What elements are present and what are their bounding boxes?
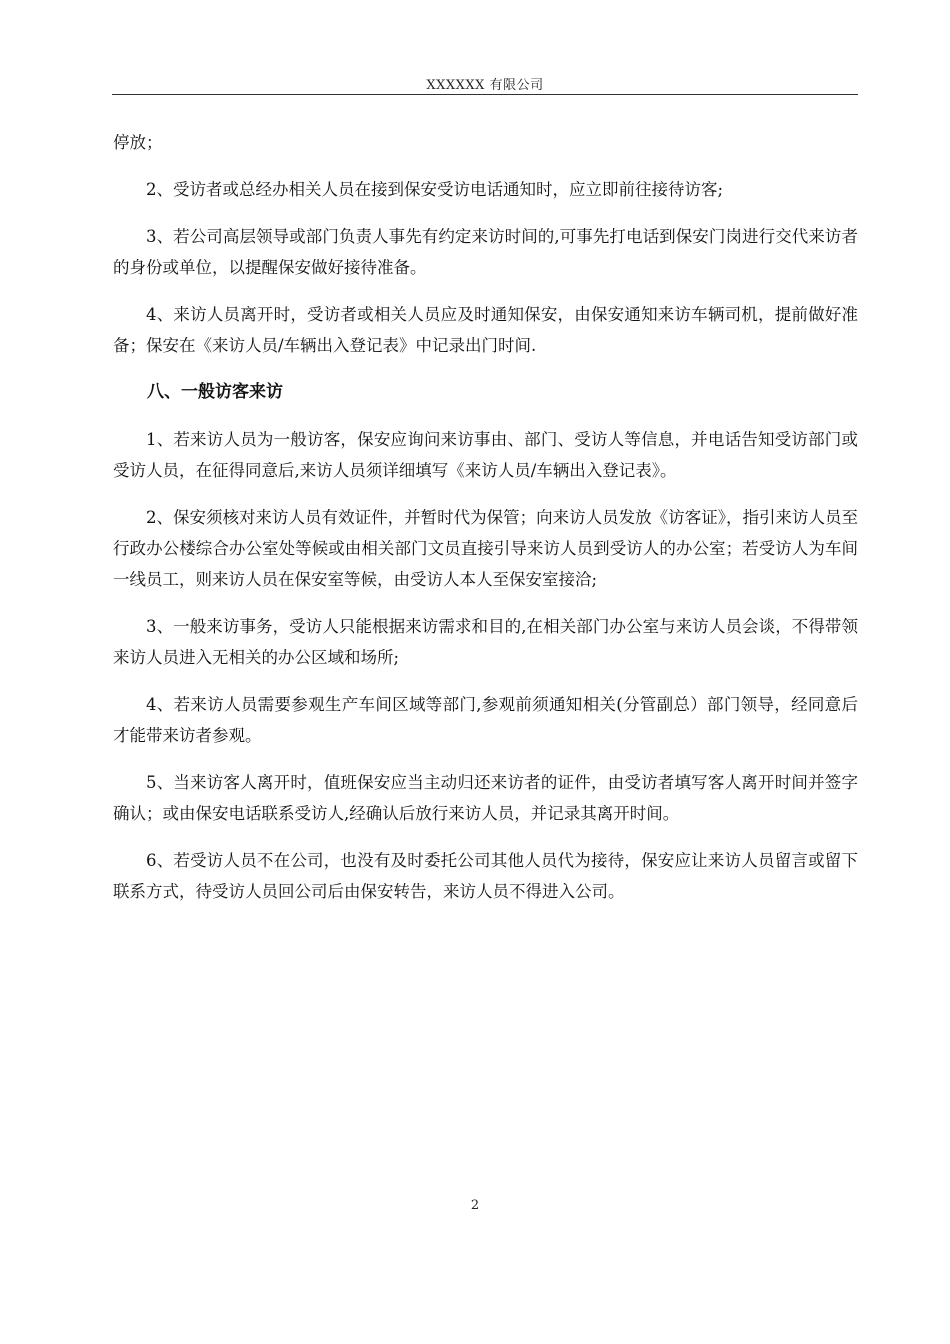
- section-item-1: 1、若来访人员为一般访客，保安应询问来访事由、部门、受访人等信息，并电话告知受访部门或受访人员，在征得同意后,来访人员须详细填写《来访人员/车辆出入登记表》。: [113, 430, 858, 480]
- section-item-4: 4、若来访人员需要参观生产车间区域等部门,参观前须通知相关(分管副总）部门领导，经同意后才能带来访者参观。: [113, 695, 858, 745]
- document-body: [113, 127, 858, 923]
- paragraph-item-4: 4、来访人员离开时，受访者或相关人员应及时通知保安，由保安通知来访车辆司机，提前做好准备；保安在《来访人员/车辆出入登记表》中记录出门时间.: [113, 305, 858, 355]
- section-item-3: 3、一般来访事务，受访人只能根据来访需求和目的,在相关部门办公室与来访人员会谈，不得带领来访人员进入无相关的办公区域和场所;: [113, 617, 858, 667]
- page-number: 2: [470, 1198, 480, 1213]
- paragraph-continuation: 停放；: [113, 133, 163, 152]
- page-header: XXXXXX 有限公司: [426, 78, 544, 93]
- section-heading: 八、一般访客来访: [147, 382, 283, 402]
- section-item-6: 6、若受访人员不在公司，也没有及时委托公司其他人员代为接待，保安应让来访人员留言或留下联系方式，待受访人员回公司后由保安转告，来访人员不得进入公司。: [113, 851, 858, 901]
- header-divider: [112, 94, 858, 95]
- section-item-5: 5、当来访客人离开时，值班保安应当主动归还来访者的证件，由受访者填写客人离开时间并签字确认；或由保安电话联系受访人,经确认后放行来访人员，并记录其离开时间。: [113, 773, 858, 823]
- paragraph-item-2: 2、受访者或总经办相关人员在接到保安受访电话通知时，应立即前往接待访客;: [146, 180, 724, 199]
- section-item-2: 2、保安须核对来访人员有效证件，并暂时代为保管；向来访人员发放《访客证》，指引来访人员至行政办公楼综合办公室处等候或由相关部门文员直接引导来访人员到受访人的办公室；若受访人为车间一线员工，则来访人员在保安室等候，由受访人本人至保安室接洽;: [113, 508, 858, 589]
- paragraph-item-3: 3、若公司高层领导或部门负责人事先有约定来访时间的,可事先打电话到保安门岗进行交代来访者的身份或单位，以提醒保安做好接待准备。: [113, 227, 858, 277]
